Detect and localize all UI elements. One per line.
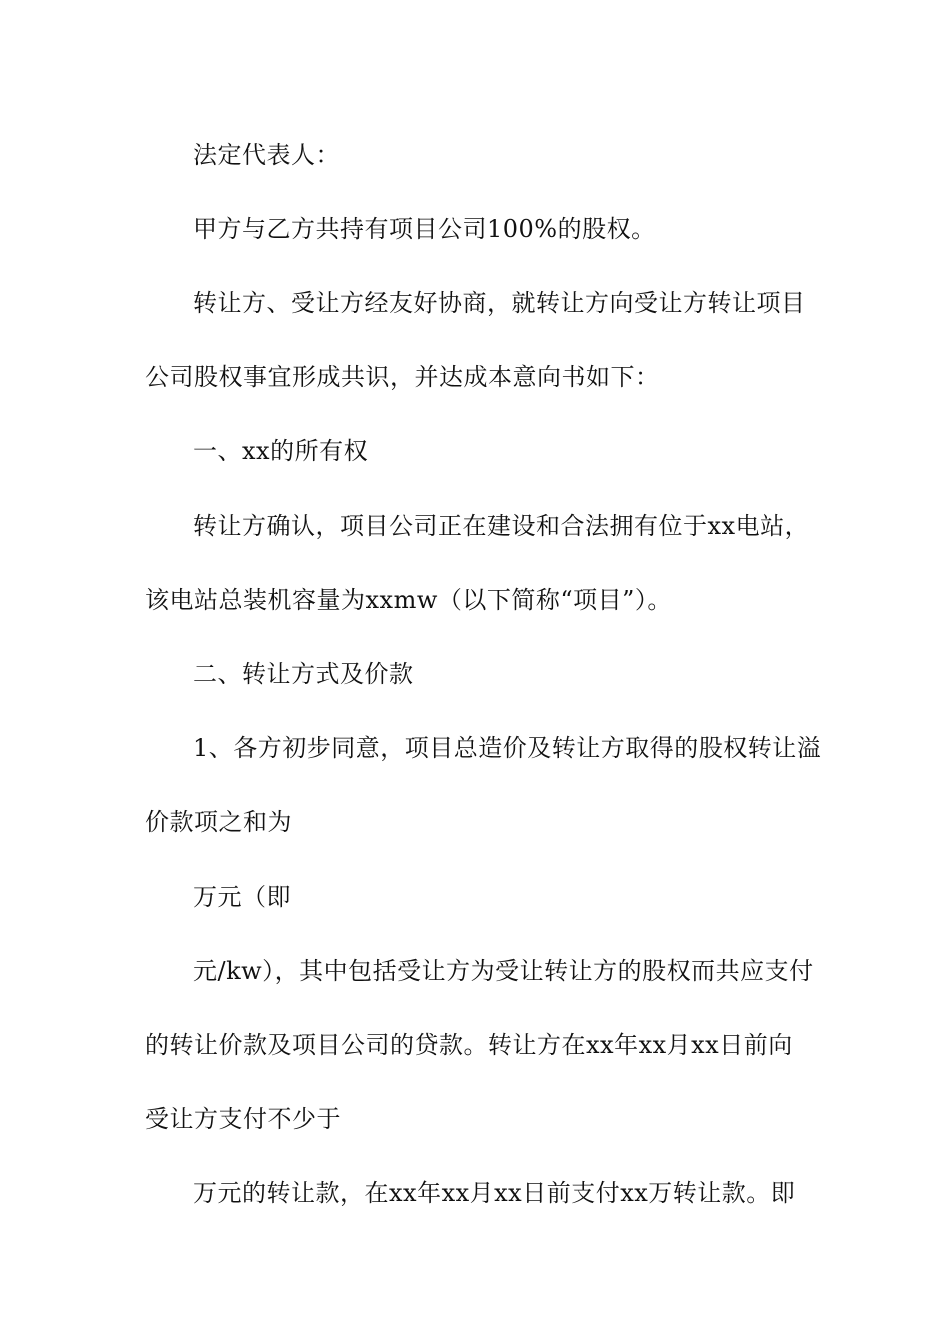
text-line-clause-1-f: 受让方支付不少于 — [145, 1105, 341, 1133]
text-line-clause-1-c: 万元（即 — [193, 883, 291, 911]
text-line-confirmation-1: 转让方确认，项目公司正在建设和合法拥有位于xx电站， — [193, 512, 810, 540]
text-line-negotiation-2: 公司股权事宜形成共识，并达成本意向书如下： — [145, 363, 660, 391]
text-line-clause-1-a: 1、各方初步同意，项目总造价及转让方取得的股权转让溢 — [193, 734, 822, 762]
text-line-negotiation-1: 转让方、受让方经友好协商，就转让方向受让方转让项目 — [193, 289, 806, 317]
text-line-equity-ownership: 甲方与乙方共持有项目公司100%的股权。 — [193, 215, 656, 243]
section-heading-ownership: 一、xx的所有权 — [193, 437, 369, 465]
text-line-clause-1-g: 万元的转让款，在xx年xx月xx日前支付xx万转让款。即 — [193, 1179, 796, 1207]
text-line-confirmation-2: 该电站总装机容量为xxmw（以下简称“项目”）。 — [145, 586, 672, 614]
text-line-clause-1-e: 的转让价款及项目公司的贷款。转让方在xx年xx月xx日前向 — [145, 1031, 793, 1059]
section-heading-transfer-method: 二、转让方式及价款 — [193, 660, 414, 688]
text-line-legal-representative: 法定代表人： — [193, 141, 340, 169]
text-line-clause-1-b: 价款项之和为 — [145, 808, 292, 836]
text-line-clause-1-d: 元/kw），其中包括受让方为受让转让方的股权而共应支付 — [193, 957, 814, 985]
